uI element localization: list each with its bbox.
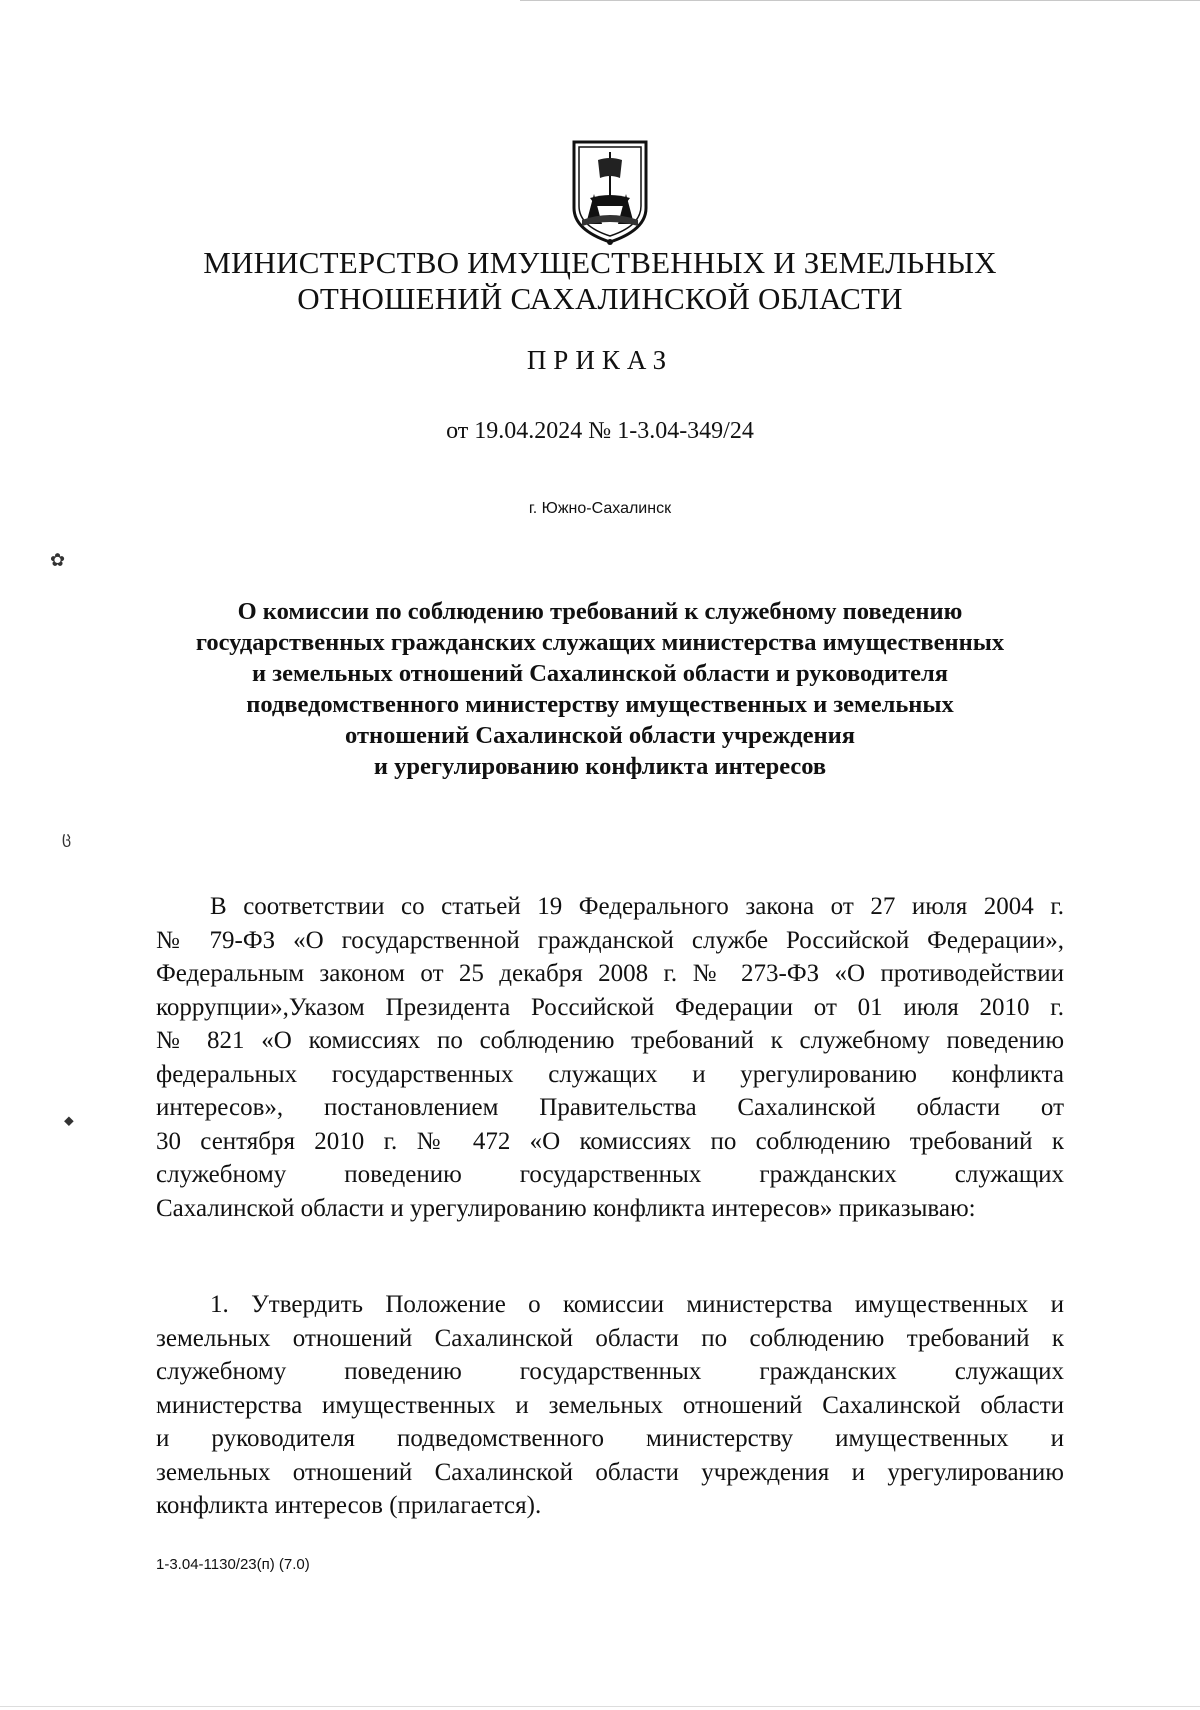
paragraph-line: конфликта интересов (прилагается).	[156, 1492, 542, 1519]
body-paragraph	[156, 1288, 1064, 1523]
scan-artifact-mark: ⬥	[64, 1113, 74, 1129]
body-paragraph	[156, 890, 1064, 1225]
document-date-number: от 19.04.2024 № 1-3.04-349/24	[446, 418, 754, 444]
subject-line: и урегулированию конфликта интересов	[373, 753, 827, 780]
paragraph-line: земельных отношений Сахалинской области по соблюдению требований к	[156, 1324, 1064, 1352]
paragraph-line: Сахалинской области и урегулированию конфликта интересов» приказываю:	[156, 1194, 976, 1222]
sakhalin-coat-of-arms-icon	[568, 138, 652, 246]
scan-artifact-mark: ✿	[50, 550, 66, 571]
document-subject	[120, 596, 1080, 782]
subject-line: и земельных отношений Сахалинской области и руководителя	[252, 660, 948, 687]
document-type: ПРИКАЗ	[526, 345, 674, 375]
paragraph-line: коррупции»,Указом Президента Российской Федерации от 01 июля 2010 г.	[156, 993, 1064, 1021]
paragraph-line: Федеральным законом от 25 декабря 2008 г. № 273-ФЗ «О противодействии	[156, 960, 1064, 987]
paragraph-line: министерства имущественных и земельных отношений Сахалинской области	[156, 1391, 1064, 1419]
paragraph-line: № 79-ФЗ «О государственной гражданской службе Российской Федерации»,	[156, 926, 1064, 954]
paragraph-line: В соответствии со статьей 19 Федерального закона от 27 июля 2004 г.	[210, 893, 1064, 920]
paragraph-line: земельных отношений Сахалинской области учреждения и урегулированию	[156, 1458, 1064, 1486]
paragraph-line: служебному поведению государственных гражданских служащих	[156, 1358, 1064, 1385]
scan-edge-line	[0, 1706, 1200, 1707]
subject-line: отношений Сахалинской области учреждения	[345, 722, 855, 749]
ministry-title-line: ОТНОШЕНИЙ САХАЛИНСКОЙ ОБЛАСТИ	[297, 281, 903, 316]
ministry-title-line: МИНИСТЕРСТВО ИМУЩЕСТВЕННЫХ И ЗЕМЕЛЬНЫХ	[203, 245, 997, 280]
subject-line: подведомственного министерству имущественных и земельных	[246, 691, 954, 718]
paragraph-line: федеральных государственных служащих и урегулированию конфликта	[156, 1060, 1064, 1088]
paragraph-line: 1. Утвердить Положение о комиссии министерства имущественных и	[210, 1291, 1064, 1318]
paragraph-line: 30 сентября 2010 г. № 472 «О комиссиях по соблюдению требований к	[156, 1127, 1064, 1155]
paragraph-line: № 821 «О комиссиях по соблюдению требований к служебному поведению	[156, 1027, 1064, 1054]
subject-line: О комиссии по соблюдению требований к служебному поведению	[237, 598, 963, 625]
document-code: 1-3.04-1130/23(п) (7.0)	[156, 1556, 310, 1573]
subject-line: государственных гражданских служащих министерства имущественных	[195, 629, 1005, 656]
ministry-title	[100, 245, 1100, 317]
paragraph-line: интересов», постановлением Правительства Сахалинской области от	[156, 1094, 1064, 1121]
scan-edge-line	[520, 0, 1200, 1]
paragraph-line: и руководителя подведомственного министерству имущественных и	[156, 1425, 1064, 1452]
document-place: г. Южно-Сахалинск	[528, 500, 672, 517]
paragraph-line: служебному поведению государственных гражданских служащих	[156, 1161, 1064, 1188]
scan-artifact-mark: ც	[62, 828, 72, 847]
